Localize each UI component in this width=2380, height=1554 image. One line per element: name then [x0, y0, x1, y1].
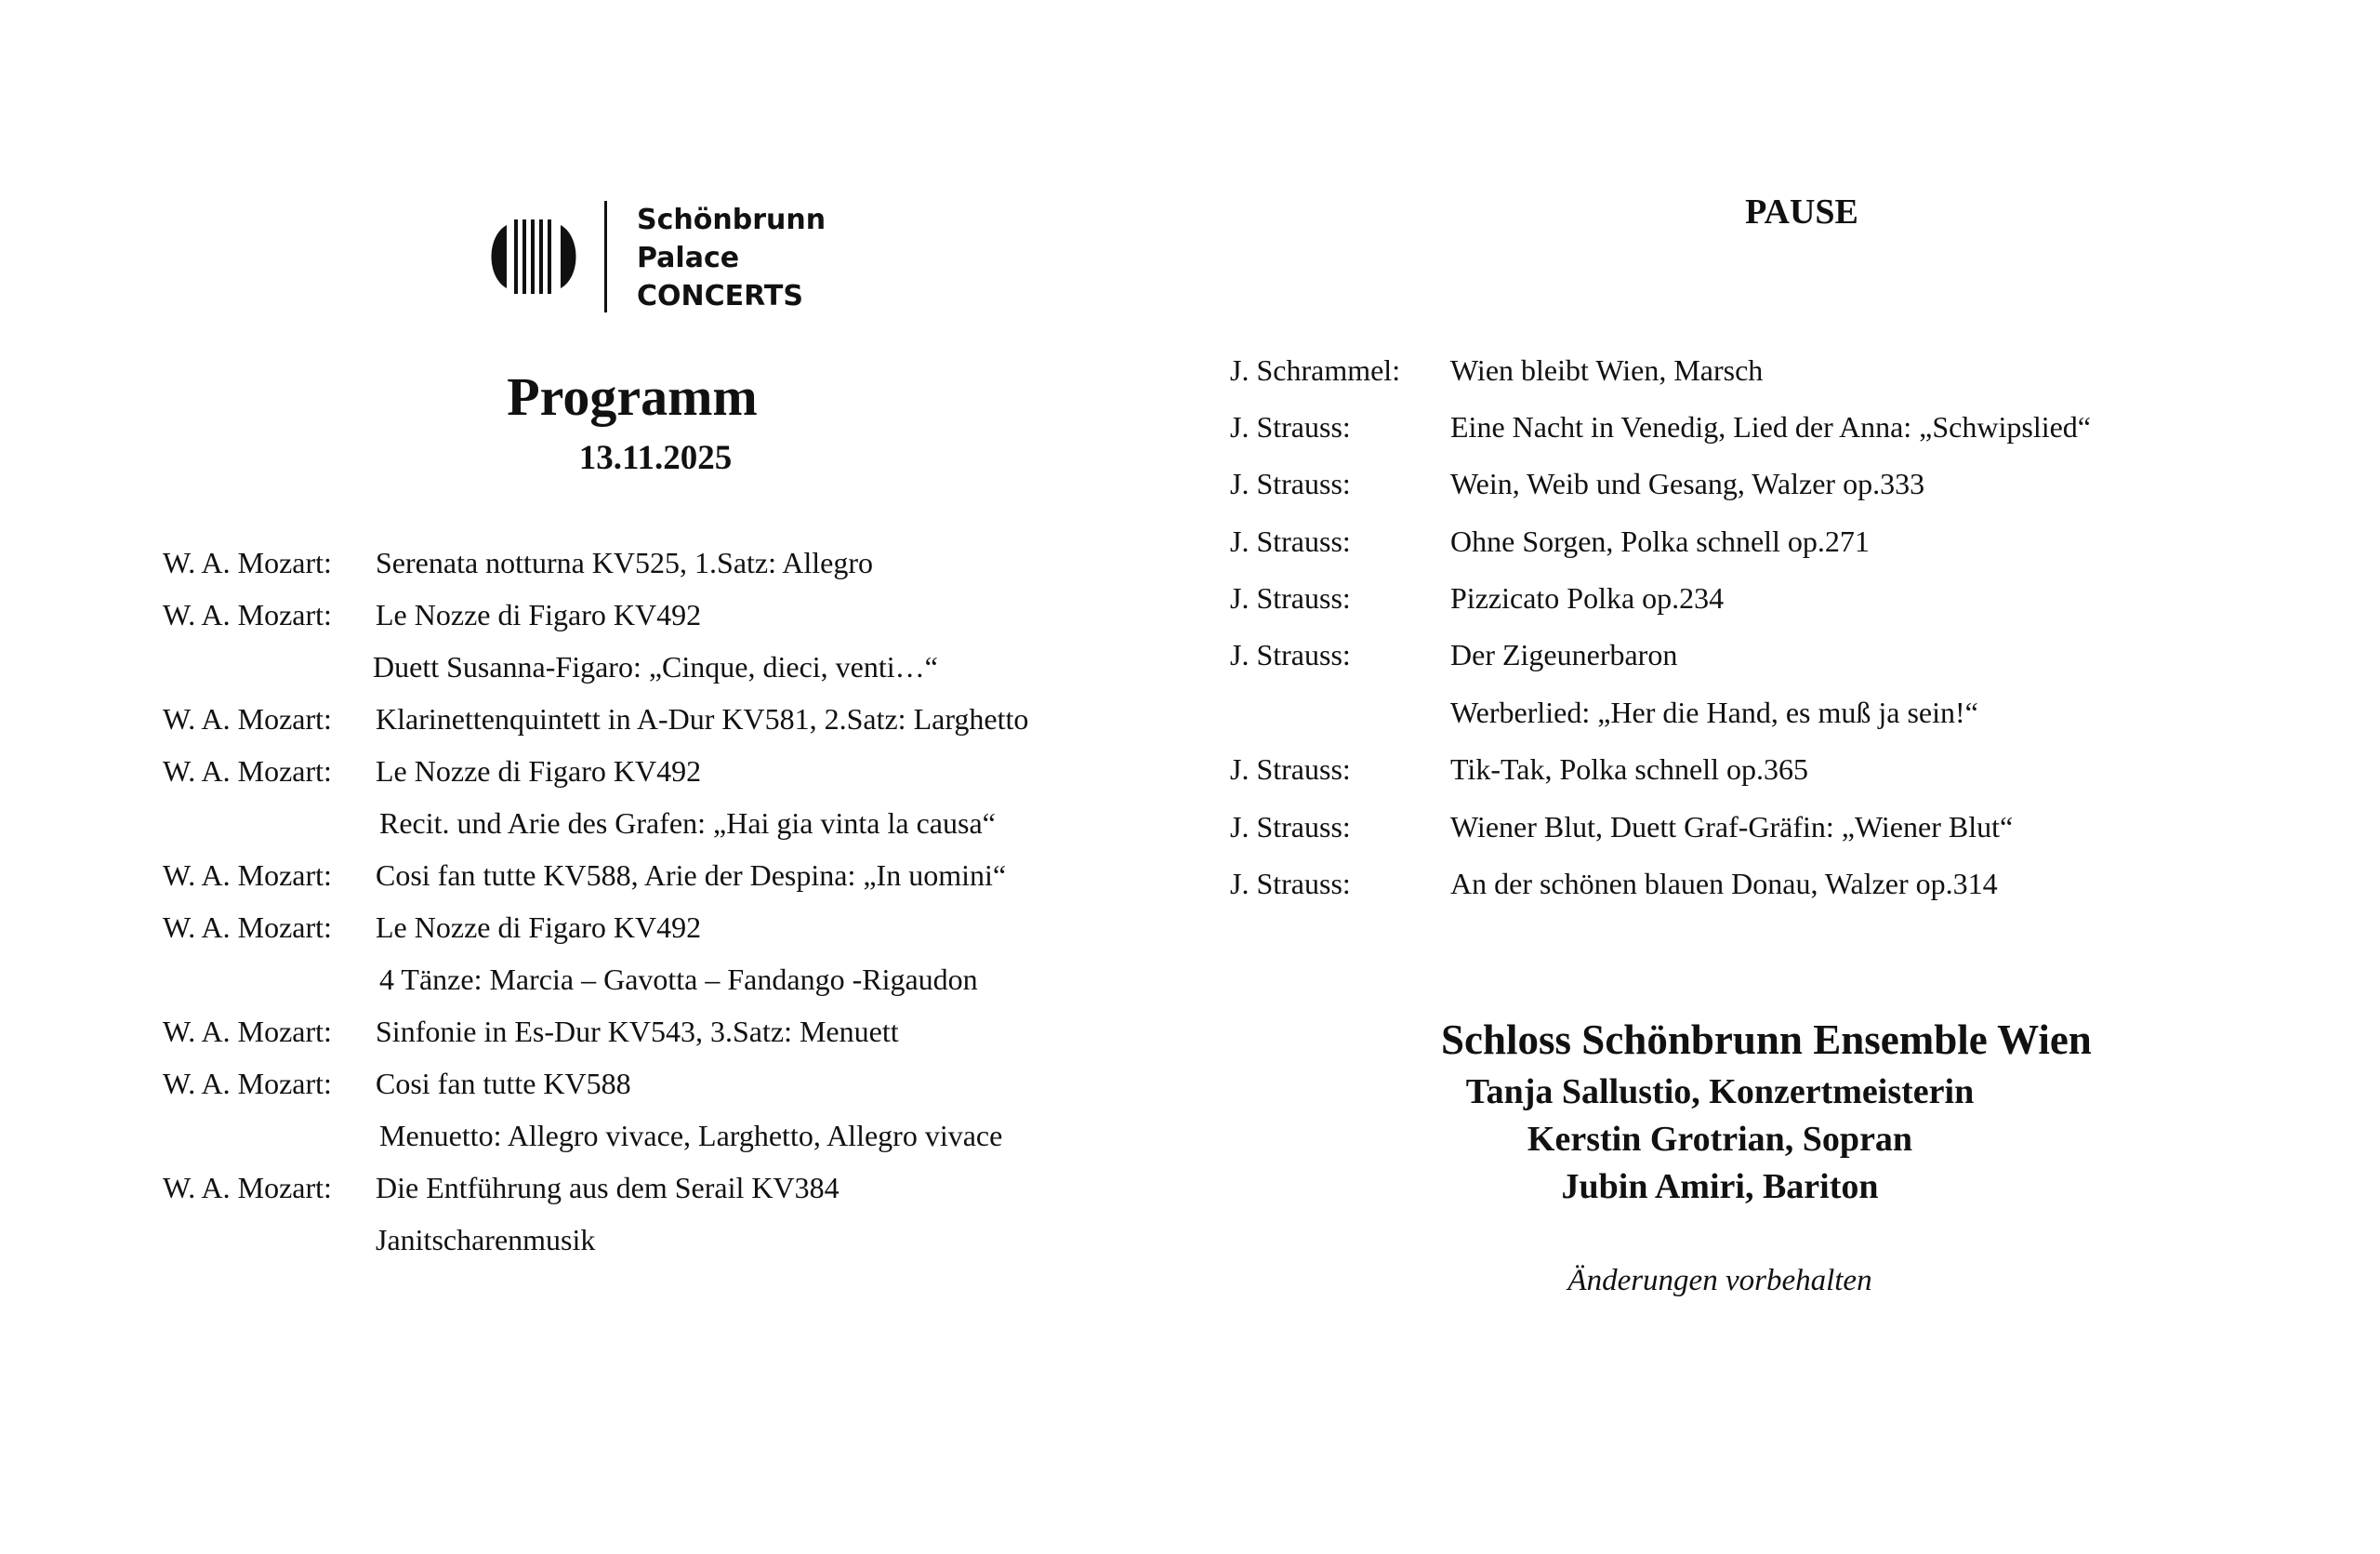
work: Sinfonie in Es-Dur KV543, 3.Satz: Menuett: [376, 1015, 899, 1048]
work: Eine Nacht in Venedig, Lied der Anna: „Schwipslied“: [1450, 410, 2091, 444]
pause-heading: PAUSE: [1745, 193, 1858, 232]
work: Le Nozze di Figaro KV492: [376, 754, 702, 788]
composer: J. Strauss:: [1230, 810, 1351, 843]
program-title: Programm: [507, 366, 758, 427]
work: Menuetto: Allegro vivace, Larghetto, Allegro vivace: [379, 1119, 1003, 1152]
composer: J. Strauss:: [1230, 752, 1351, 786]
performer-soprano: Kerstin Grotrian, Sopran: [1527, 1120, 1913, 1159]
work: Pizzicato Polka op.234: [1450, 581, 1725, 615]
work: Le Nozze di Figaro KV492: [376, 598, 702, 631]
work: Werberlied: „Her die Hand, es muß ja sein!“: [1450, 696, 1978, 729]
composer: J. Strauss:: [1230, 525, 1351, 558]
work: Duett Susanna-Figaro: „Cinque, dieci, venti…“: [373, 650, 938, 684]
work: Recit. und Arie des Grafen: „Hai gia vinta la causa“: [379, 806, 996, 840]
changes-note: Änderungen vorbehalten: [1567, 1264, 1872, 1297]
logo-wordmark: [637, 201, 826, 315]
composer: W. A. Mozart:: [163, 858, 332, 892]
logo-line-3: CONCERTS: [637, 280, 803, 312]
composer: W. A. Mozart:: [163, 910, 332, 944]
composer: W. A. Mozart:: [163, 754, 332, 788]
schoenbrunn-logo-icon: [490, 219, 577, 294]
work: Le Nozze di Figaro KV492: [376, 910, 702, 944]
work: Cosi fan tutte KV588, Arie der Despina: „In uomini“: [376, 858, 1007, 892]
composer: J. Strauss:: [1230, 867, 1351, 900]
work: Janitscharenmusik: [376, 1223, 596, 1256]
logo-line-2: Palace: [637, 242, 740, 274]
logo-line-1: Schönbrunn: [637, 204, 826, 236]
composer: J. Strauss:: [1230, 638, 1351, 671]
composer: W. A. Mozart:: [163, 1171, 332, 1204]
work: Wien bleibt Wien, Marsch: [1450, 353, 1764, 387]
work: Der Zigeunerbaron: [1450, 638, 1678, 671]
composer: W. A. Mozart:: [163, 598, 332, 631]
logo: [490, 201, 825, 312]
work: Wiener Blut, Duett Graf-Gräfin: „Wiener Blut“: [1450, 810, 2014, 843]
ensemble-title: Schloss Schönbrunn Ensemble Wien: [1441, 1016, 2092, 1063]
composer: J. Schrammel:: [1230, 353, 1401, 387]
composer: W. A. Mozart:: [163, 546, 332, 579]
work: Die Entführung aus dem Serail KV384: [376, 1171, 840, 1204]
composer: W. A. Mozart:: [163, 1015, 332, 1048]
performer-baritone: Jubin Amiri, Bariton: [1561, 1167, 1879, 1206]
work: An der schönen blauen Donau, Walzer op.314: [1450, 867, 1998, 900]
work: Wein, Weib und Gesang, Walzer op.333: [1450, 467, 1925, 500]
logo-divider: [604, 201, 607, 312]
work: Tik-Tak, Polka schnell op.365: [1450, 752, 1809, 786]
performer-concertmaster: Tanja Sallustio, Konzertmeisterin: [1465, 1072, 1975, 1111]
work: Ohne Sorgen, Polka schnell op.271: [1450, 525, 1870, 558]
work: Cosi fan tutte KV588: [376, 1067, 631, 1100]
work: 4 Tänze: Marcia – Gavotta – Fandango -Rigaudon: [379, 963, 978, 996]
program-date: 13.11.2025: [578, 439, 733, 477]
composer: J. Strauss:: [1230, 581, 1351, 615]
work: Serenata notturna KV525, 1.Satz: Allegro: [376, 546, 873, 579]
composer: W. A. Mozart:: [163, 702, 332, 736]
composer: W. A. Mozart:: [163, 1067, 332, 1100]
composer: J. Strauss:: [1230, 467, 1351, 500]
composer: J. Strauss:: [1230, 410, 1351, 444]
work: Klarinettenquintett in A-Dur KV581, 2.Satz: Larghetto: [376, 702, 1029, 736]
